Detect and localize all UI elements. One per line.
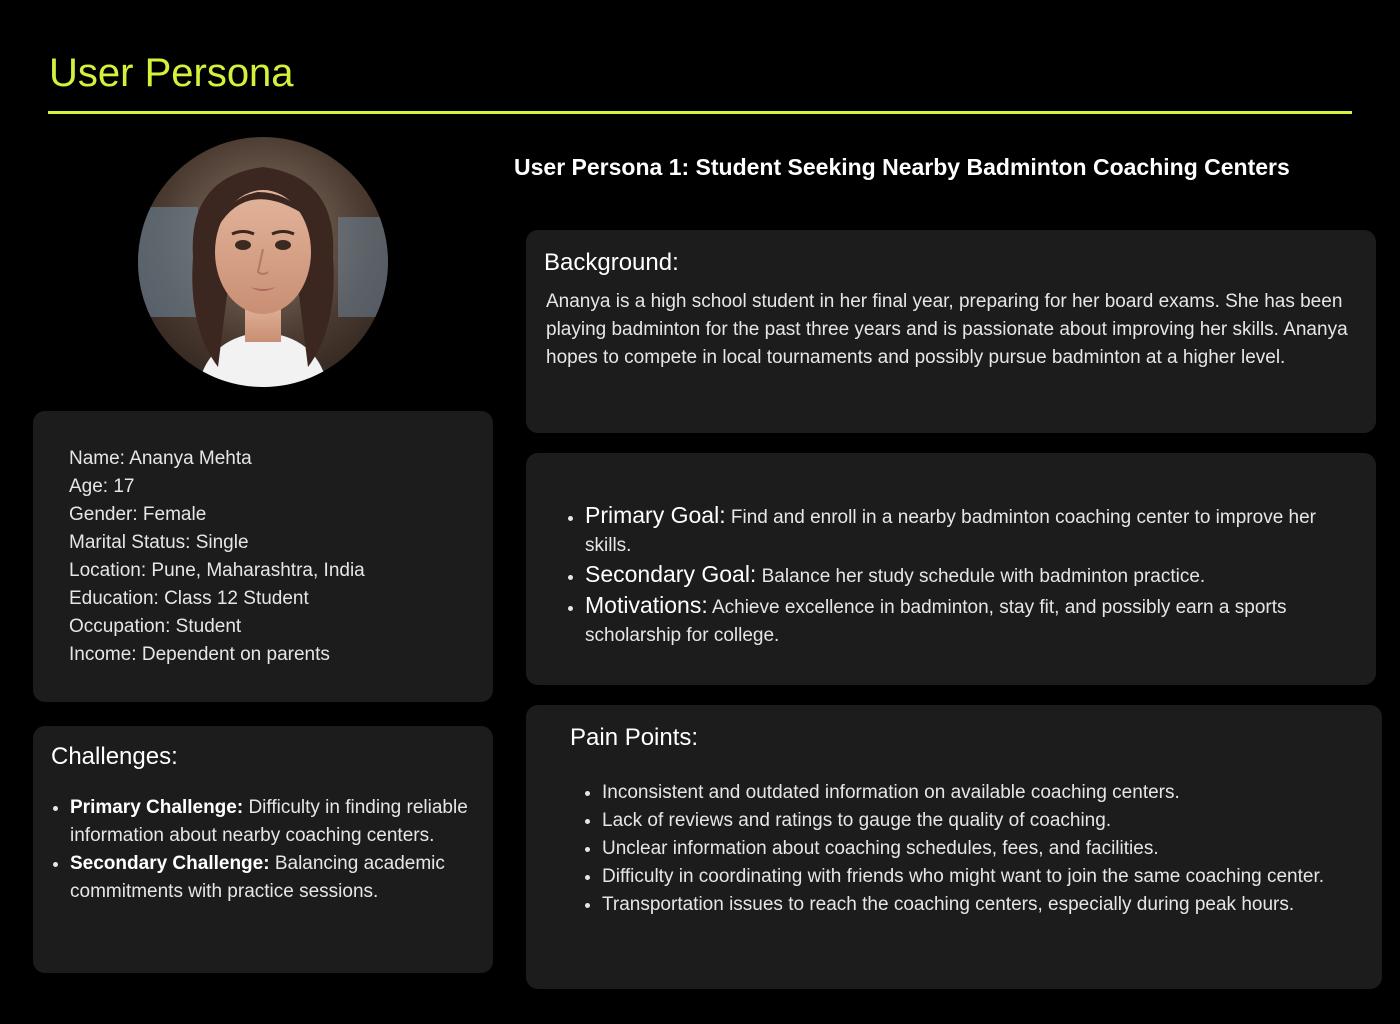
pain-point-item: • Lack of reviews and ratings to gauge the quality of coaching. — [602, 807, 1364, 835]
goal-item — [585, 560, 1346, 591]
title-divider — [48, 111, 1352, 114]
challenge-text: Balancing academic commitments with practice sessions. — [70, 853, 445, 902]
goal-item — [585, 591, 1346, 650]
goal-term: Motivations: — [585, 592, 708, 618]
background-title: Background: — [544, 249, 679, 276]
detail-gender: Gender: Female — [69, 504, 207, 525]
persona-heading: User Persona 1: Student Seeking Nearby Badminton Coaching Centers — [514, 154, 1290, 180]
challenges-list — [51, 794, 479, 906]
goal-text: Find and enroll in a nearby badminton coaching center to improve her skills. — [585, 507, 1316, 556]
detail-location: Location: Pune, Maharashtra, India — [69, 560, 365, 581]
pain-points-card — [526, 705, 1382, 989]
challenge-text: Difficulty in finding reliable information about nearby coaching centers. — [70, 797, 468, 846]
detail-occupation: Occupation: Student — [69, 616, 242, 637]
detail-name: Name: Ananya Mehta — [69, 448, 252, 469]
pain-point-item: • Transportation issues to reach the coaching centers, especially during peak hours. — [602, 891, 1364, 919]
goals-list — [566, 501, 1346, 650]
pain-points-list — [570, 779, 1364, 919]
challenge-item — [70, 794, 479, 850]
persona-portrait-photo — [138, 137, 388, 387]
persona-avatar — [138, 137, 388, 387]
goal-text: Balance her study schedule with badminton practice. — [756, 566, 1206, 587]
background-card — [526, 230, 1376, 433]
pain-points-title: Pain Points: — [570, 724, 699, 751]
challenge-item — [70, 850, 479, 906]
goal-term: Primary Goal: — [585, 502, 726, 528]
detail-income: Income: Dependent on parents — [69, 644, 330, 665]
page-title: User Persona — [49, 51, 294, 95]
detail-marital-status: Marital Status: Single — [69, 532, 249, 553]
challenge-term: Primary Challenge: — [70, 797, 244, 818]
challenges-card — [33, 726, 493, 973]
goals-card — [526, 453, 1376, 685]
pain-point-item: • Difficulty in coordinating with friends who might want to join the same coaching center. — [602, 863, 1364, 891]
pain-point-item: • Inconsistent and outdated information on available coaching centers. — [602, 779, 1364, 807]
goal-text: Achieve excellence in badminton, stay fit, and possibly earn a sports scholarship for college. — [585, 597, 1287, 646]
persona-details-card — [33, 411, 493, 702]
detail-education: Education: Class 12 Student — [69, 588, 309, 609]
goal-term: Secondary Goal: — [585, 561, 757, 587]
challenges-title: Challenges: — [51, 743, 178, 770]
challenge-term: Secondary Challenge: — [70, 853, 270, 874]
background-text: Ananya is a high school student in her final year, preparing for her board exams. She has been playing badminton for the past three years and is passionate about improving her skills. Ananya hopes to compete in local tournaments and possibly pursue badminton at a higher level. — [546, 291, 1348, 368]
goal-item — [585, 501, 1346, 560]
detail-age: Age: 17 — [69, 476, 135, 497]
pain-point-item: • Unclear information about coaching schedules, fees, and facilities. — [602, 835, 1364, 863]
